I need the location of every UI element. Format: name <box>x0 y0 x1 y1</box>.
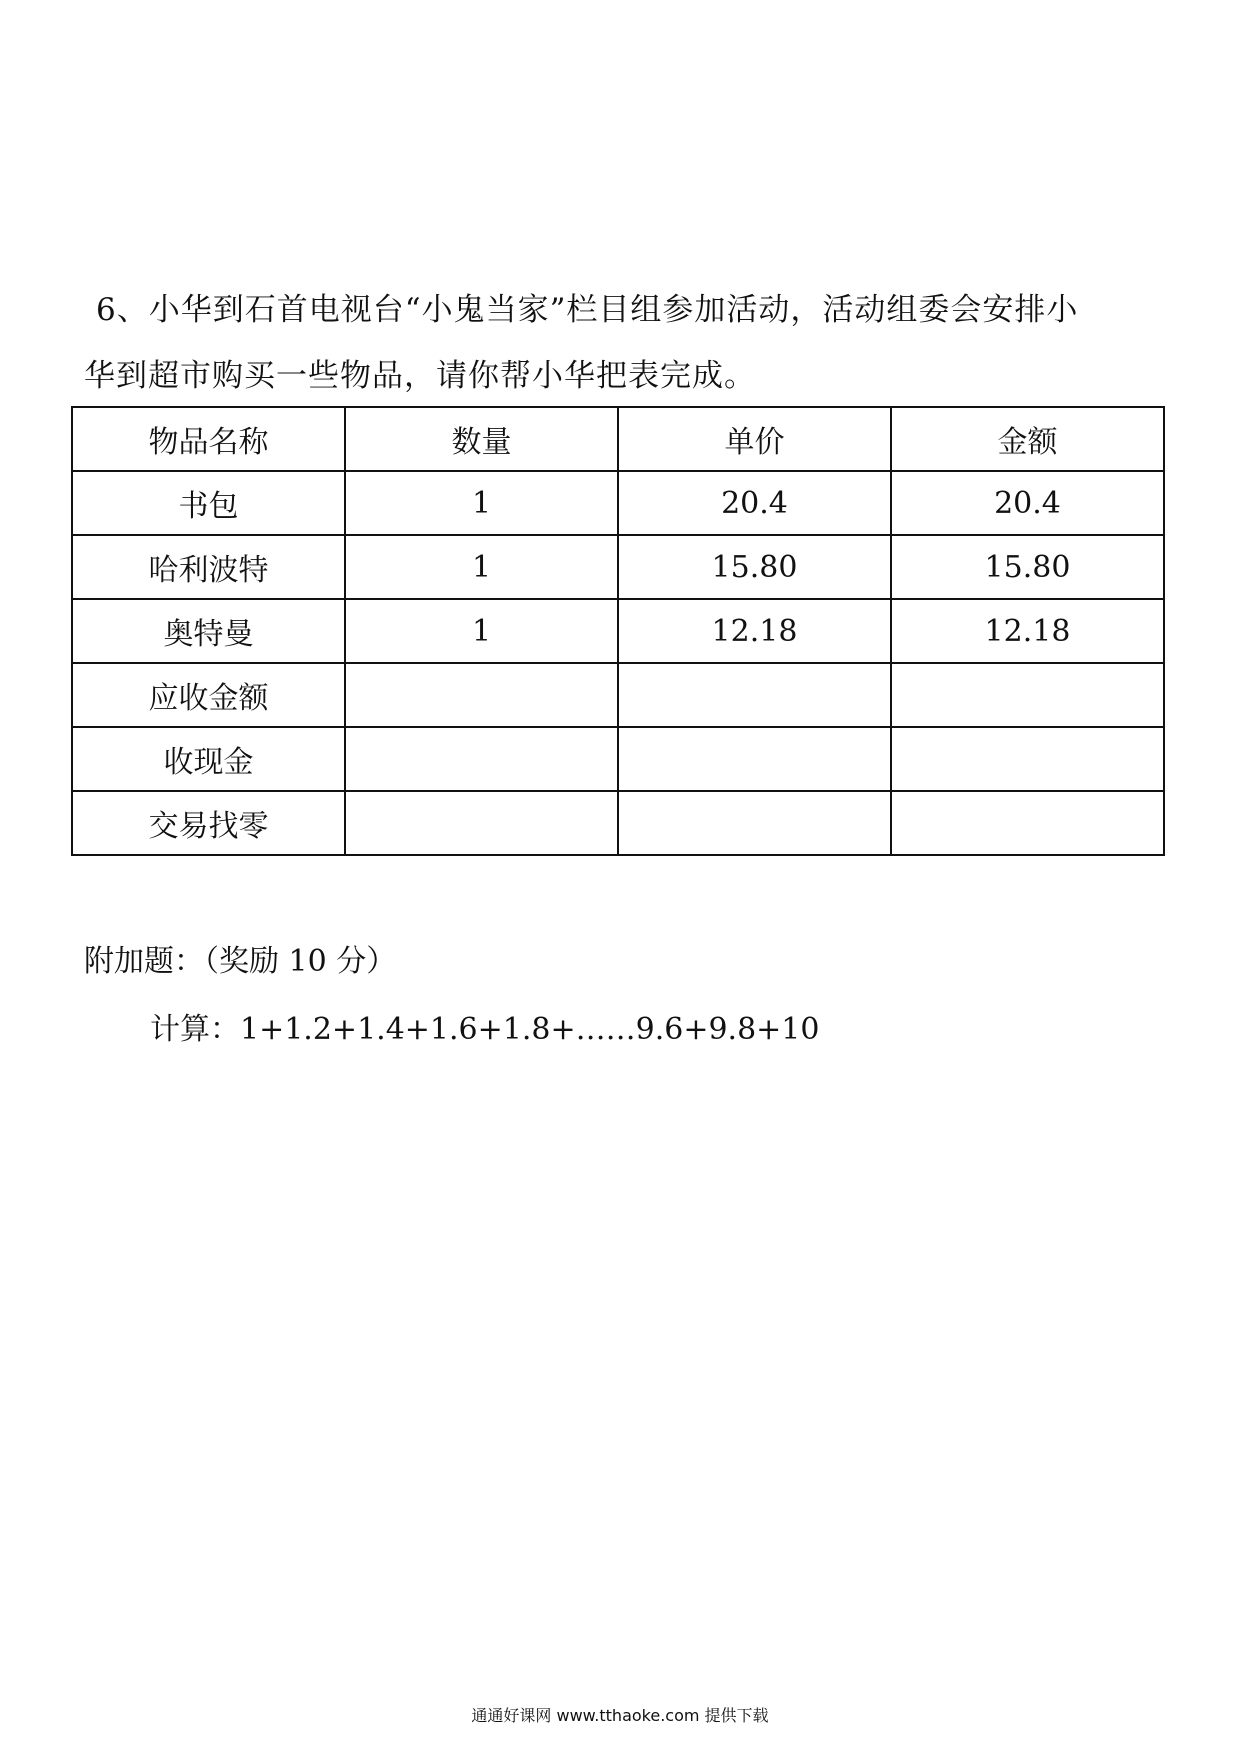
cell-item-name: 奥特曼 <box>72 599 345 663</box>
cell-item-name: 书包 <box>72 471 345 535</box>
cell-unit-price <box>618 791 891 855</box>
table-row <box>72 535 1164 599</box>
cell-unit-price <box>618 663 891 727</box>
cell-amount: 15.80 <box>891 535 1164 599</box>
cell-amount <box>891 791 1164 855</box>
cell-item-name: 交易找零 <box>72 791 345 855</box>
cell-amount <box>891 663 1164 727</box>
header-unit-price: 单价 <box>618 407 891 471</box>
cell-quantity: 1 <box>345 471 618 535</box>
header-quantity: 数量 <box>345 407 618 471</box>
cell-quantity <box>345 663 618 727</box>
cell-item-name: 收现金 <box>72 727 345 791</box>
table-row <box>72 663 1164 727</box>
cell-amount <box>891 727 1164 791</box>
cell-amount: 12.18 <box>891 599 1164 663</box>
shopping-table <box>71 406 1165 856</box>
cell-amount: 20.4 <box>891 471 1164 535</box>
table-row <box>72 727 1164 791</box>
cell-unit-price: 15.80 <box>618 535 891 599</box>
header-amount: 金额 <box>891 407 1164 471</box>
cell-item-name: 哈利波特 <box>72 535 345 599</box>
cell-unit-price: 20.4 <box>618 471 891 535</box>
cell-unit-price: 12.18 <box>618 599 891 663</box>
table-row <box>72 791 1164 855</box>
cell-quantity: 1 <box>345 599 618 663</box>
table-row <box>72 599 1164 663</box>
question-line-1: 6、小华到石首电视台“小鬼当家”栏目组参加活动，活动组委会安排小 <box>96 292 1079 328</box>
question-line-2: 华到超市购买一些物品，请你帮小华把表完成。 <box>84 358 756 394</box>
bonus-calculation: 计算：1+1.2+1.4+1.6+1.8+……9.6+9.8+10 <box>150 1012 820 1047</box>
cell-quantity <box>345 791 618 855</box>
footer-source: 通通好课网 www.tthaoke.com 提供下载 <box>471 1706 769 1725</box>
header-item-name: 物品名称 <box>72 407 345 471</box>
table-header-row <box>72 407 1164 471</box>
cell-quantity: 1 <box>345 535 618 599</box>
cell-quantity <box>345 727 618 791</box>
cell-item-name: 应收金额 <box>72 663 345 727</box>
table-row <box>72 471 1164 535</box>
cell-unit-price <box>618 727 891 791</box>
bonus-title: 附加题：（奖励 10 分） <box>84 944 397 979</box>
